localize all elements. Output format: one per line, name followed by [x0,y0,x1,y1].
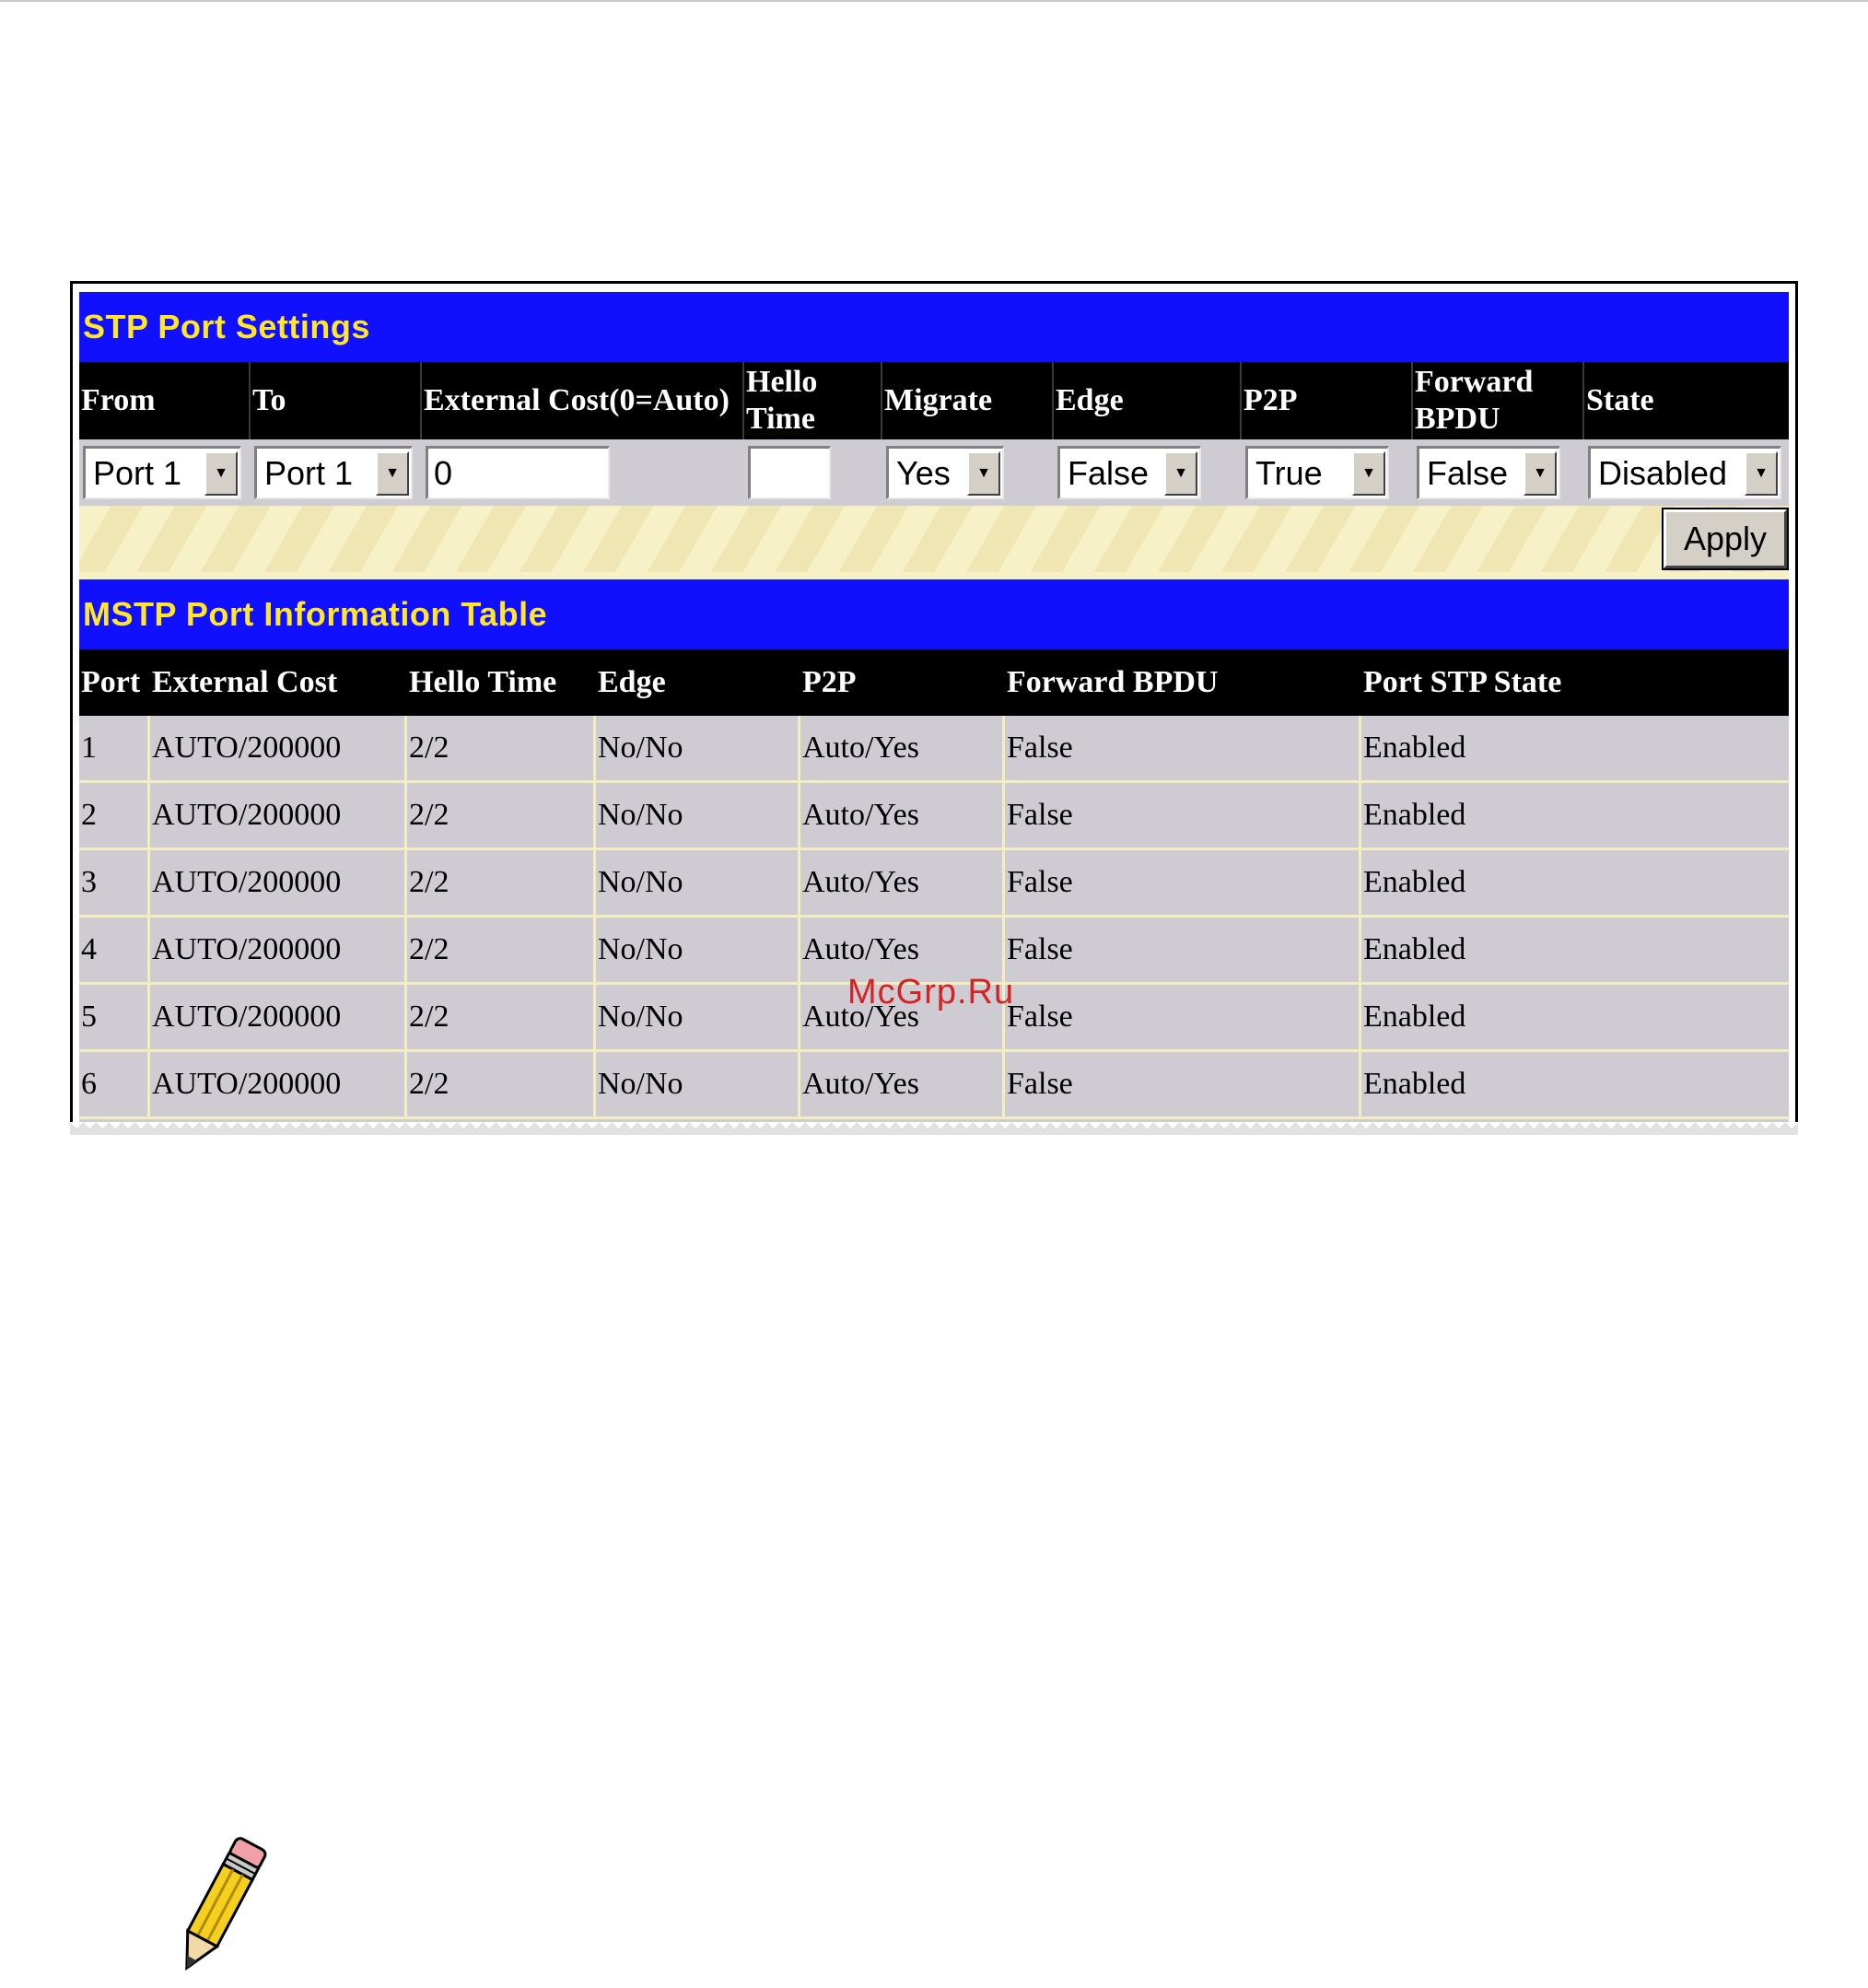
p2p-select-value: True [1255,453,1323,492]
col-p2p: P2P [802,665,857,699]
cell-p2p: Auto/Yes [800,985,1005,1049]
cell-external-cost: AUTO/200000 [150,1052,407,1117]
cell-hello-time: 2/2 [407,783,596,848]
p2p-cell [1242,446,1413,499]
cell-port-stp-state: Enabled [1363,731,1466,765]
migrate-select[interactable] [886,446,1004,499]
section-gap [79,572,1789,579]
header-from: From [79,362,251,439]
forward-bpdu-cell [1413,446,1584,499]
migrate-cell [882,446,1054,499]
cell-p2p: Auto/Yes [800,850,1005,915]
cell-p2p: Auto/Yes [800,918,1005,982]
col-hello-time: Hello Time [409,665,557,699]
col-forward-bpdu: Forward BPDU [1007,665,1219,699]
from-select[interactable] [83,446,241,499]
header-forward-bpdu [1413,362,1584,439]
cell-edge: No/No [596,1052,800,1117]
cell-p2p: Auto/Yes [800,783,1005,848]
settings-input-row [79,439,1789,506]
chevron-down-icon[interactable]: ▼ [1524,451,1557,496]
cell-forward-bpdu: False [1005,1052,1361,1117]
cell-port: 3 [79,850,150,915]
cell-external-cost: AUTO/200000 [150,918,407,982]
cell-external-cost: AUTO/200000 [150,985,407,1049]
cell-edge: No/No [596,850,800,915]
edge-cell [1054,446,1242,499]
cell-external-cost: AUTO/200000 [150,783,407,848]
cell-p2p: Auto/Yes [800,716,1005,780]
cell-external-cost: AUTO/200000 [150,850,407,915]
pencil-icon [155,1829,284,1985]
cell-port: 6 [79,1052,150,1117]
chevron-down-icon[interactable]: ▼ [967,451,1000,496]
header-to: To [251,362,422,439]
header-hello-time-label: Hello Time [746,365,818,436]
table-row [79,783,1789,850]
cell-port-stp-state: Enabled [1363,932,1466,966]
cell-edge: No/No [596,716,800,780]
external-cost-input[interactable]: 0 [426,446,610,499]
cell-port-stp-state: Enabled [1363,798,1466,832]
migrate-select-value: Yes [896,453,951,492]
forward-bpdu-select[interactable] [1417,446,1560,499]
header-external-cost: External Cost(0=Auto) [422,362,744,439]
cell-port: 2 [79,783,150,848]
hello-time-input[interactable] [748,446,831,499]
from-cell [79,446,251,499]
stp-settings-title: STP Port Settings [79,292,1789,362]
chevron-down-icon[interactable]: ▼ [204,451,238,496]
state-select-value: Disabled [1598,453,1728,492]
col-external-cost: External Cost [152,665,338,699]
forward-bpdu-select-value: False [1427,453,1509,492]
col-edge: Edge [598,665,666,699]
col-port: Port [81,665,141,699]
p2p-select[interactable] [1245,446,1389,499]
hello-time-cell [744,446,882,499]
col-port-stp-state: Port STP State [1363,665,1562,699]
table-row [79,716,1789,783]
top-rule [0,0,1868,2]
header-edge: Edge [1054,362,1242,439]
table-row [79,1052,1789,1119]
cell-port-stp-state: Enabled [1363,1067,1466,1101]
cell-hello-time: 2/2 [407,850,596,915]
edge-select-value: False [1068,453,1150,492]
state-select[interactable] [1588,446,1781,499]
cell-forward-bpdu: False [1005,850,1361,915]
header-hello-time [744,362,882,439]
apply-row [79,506,1789,572]
external-cost-cell [422,446,744,499]
cell-forward-bpdu: False [1005,716,1361,780]
cell-edge: No/No [596,985,800,1049]
cell-forward-bpdu: False [1005,985,1361,1049]
to-select[interactable] [254,446,413,499]
state-cell [1584,446,1789,499]
cell-hello-time: 2/2 [407,716,596,780]
settings-header-row [79,362,1789,439]
chevron-down-icon[interactable]: ▼ [376,451,409,496]
from-select-value: Port 1 [93,453,182,492]
mstp-table-title: MSTP Port Information Table [79,579,1789,649]
mstp-header-row [79,649,1789,716]
header-migrate: Migrate [882,362,1054,439]
edge-select[interactable] [1057,446,1201,499]
watermark: McGrp.Ru [847,973,1015,1012]
cell-forward-bpdu: False [1005,783,1361,848]
to-select-value: Port 1 [264,453,354,492]
to-cell [251,446,422,499]
cell-hello-time: 2/2 [407,918,596,982]
header-p2p: P2P [1242,362,1413,439]
chevron-down-icon[interactable]: ▼ [1352,451,1385,496]
cell-port-stp-state: Enabled [1363,865,1466,899]
torn-edge [70,1122,1798,1135]
cell-port: 1 [79,716,150,780]
cell-p2p: Auto/Yes [800,1052,1005,1117]
cell-port: 4 [79,918,150,982]
cell-edge: No/No [596,918,800,982]
cell-forward-bpdu: False [1005,918,1361,982]
apply-button[interactable]: Apply [1664,509,1787,568]
header-state: State [1586,383,1654,417]
header-forward-bpdu-label: Forward BPDU [1415,365,1534,436]
cell-port: 5 [79,985,150,1049]
cell-hello-time: 2/2 [407,985,596,1049]
chevron-down-icon[interactable]: ▼ [1745,451,1778,496]
cell-edge: No/No [596,783,800,848]
cell-hello-time: 2/2 [407,1052,596,1117]
chevron-down-icon[interactable]: ▼ [1164,451,1197,496]
table-row [79,850,1789,918]
cell-external-cost: AUTO/200000 [150,716,407,780]
cell-port-stp-state: Enabled [1363,1000,1466,1034]
